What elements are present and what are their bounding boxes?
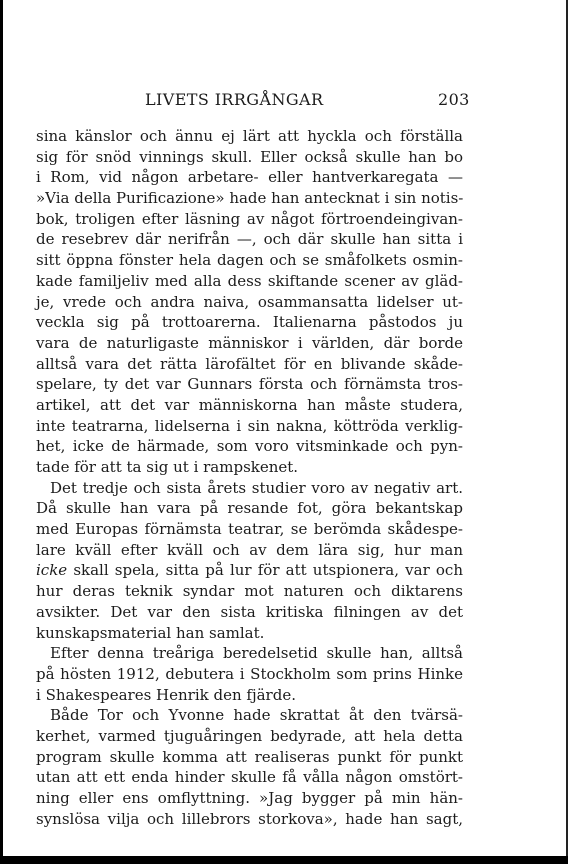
text-line: het, icke de härmade, som voro vitsminkade och pyn- bbox=[36, 437, 463, 456]
text-line: synslösa vilja och lillebrors storkova», hade han sagt, bbox=[36, 809, 463, 828]
text-line: ning eller ens omflyttning. »Jag bygger på min hän- bbox=[36, 789, 463, 807]
page-number: 203 bbox=[438, 90, 470, 109]
page-edge-bottom bbox=[0, 856, 568, 864]
text-line: sitt öppna fönster hela dagen och se småfolkets osmin- bbox=[36, 251, 463, 270]
text-line: lare kväll efter kväll och av dem lära sig, hur man bbox=[36, 540, 463, 559]
text-line: kade familjeliv med alla dess skiftande scener av gläd- bbox=[36, 271, 463, 290]
emphasized-word: icke bbox=[36, 561, 68, 580]
text-line: sina känslor och ännu ej lärt att hyckla och förställa bbox=[36, 127, 463, 145]
text-line: avsikter. Det var den sista kritiska filningen av det bbox=[36, 602, 463, 621]
text-line: hur deras teknik syndar mot naturen och diktarens bbox=[36, 582, 463, 601]
text-line: med Europas förnämsta teatrar, se berömda skådespe- bbox=[36, 520, 463, 539]
text-line: tade för att ta sig ut i rampskenet. bbox=[36, 458, 299, 476]
text-line: sig för snöd vinnings skull. Eller också skulle han bo bbox=[36, 147, 463, 166]
text-line: program skulle komma att realiseras punkt för punkt bbox=[36, 747, 463, 766]
text-line: Då skulle han vara på resande fot, göra bekantskap bbox=[36, 499, 463, 518]
text-line: vara de naturligaste människor i världen, där borde bbox=[36, 333, 463, 352]
text-line: på hösten 1912, debutera i Stockholm som prins Hinke bbox=[36, 664, 463, 683]
text-line: Efter denna treåriga beredelsetid skulle han, alltså bbox=[50, 644, 463, 663]
text-line: utan att ett enda hinder skulle få vålla någon omstört- bbox=[36, 768, 463, 787]
text-line: alltså vara det rätta lärofältet för en blivande skåde- bbox=[36, 354, 463, 373]
text-line: i Shakespeares Henrik den fjärde. bbox=[36, 685, 296, 704]
running-title: LIVETS IRRGÅNGAR bbox=[145, 90, 324, 109]
text-line bbox=[36, 560, 463, 581]
text-line: »Via della Purificazione» hade han antecknat i sin notis- bbox=[36, 189, 464, 208]
page-header bbox=[0, 90, 568, 114]
text-line: bok, troligen efter läsning av något förtroendeingivan- bbox=[36, 209, 463, 228]
text-line: i Rom, vid någon arbetare- eller hantverkaregata — bbox=[36, 168, 463, 187]
text-line: kerhet, varmed tjuguåringen bedyrade, att hela detta bbox=[36, 726, 463, 745]
text-line: inte teatrarna, lidelserna i sin nakna, köttröda verklig- bbox=[36, 416, 463, 435]
text-line: kunskapsmaterial han samlat. bbox=[36, 623, 265, 642]
text-line: Det tredje och sista årets studier voro av negativ art. bbox=[50, 478, 463, 497]
text-line: Både Tor och Yvonne hade skrattat åt den tvärsä- bbox=[50, 706, 463, 725]
text-line: veckla sig på trottoarerna. Italienarna påstodos ju bbox=[36, 313, 463, 332]
text-line: artikel, att det var människorna han måste studera, bbox=[36, 395, 463, 414]
text-line: de resebrev där nerifrån —, och där skulle han sitta i bbox=[36, 230, 463, 249]
text-segment: skall spela, sitta på lur för att utspionera, var och bbox=[67, 561, 463, 580]
body-text bbox=[36, 126, 463, 829]
text-line: spelare, ty det var Gunnars första och förnämsta tros- bbox=[36, 375, 463, 394]
text-line: je, vrede och andra naiva, osammansatta lidelser ut- bbox=[36, 292, 463, 311]
